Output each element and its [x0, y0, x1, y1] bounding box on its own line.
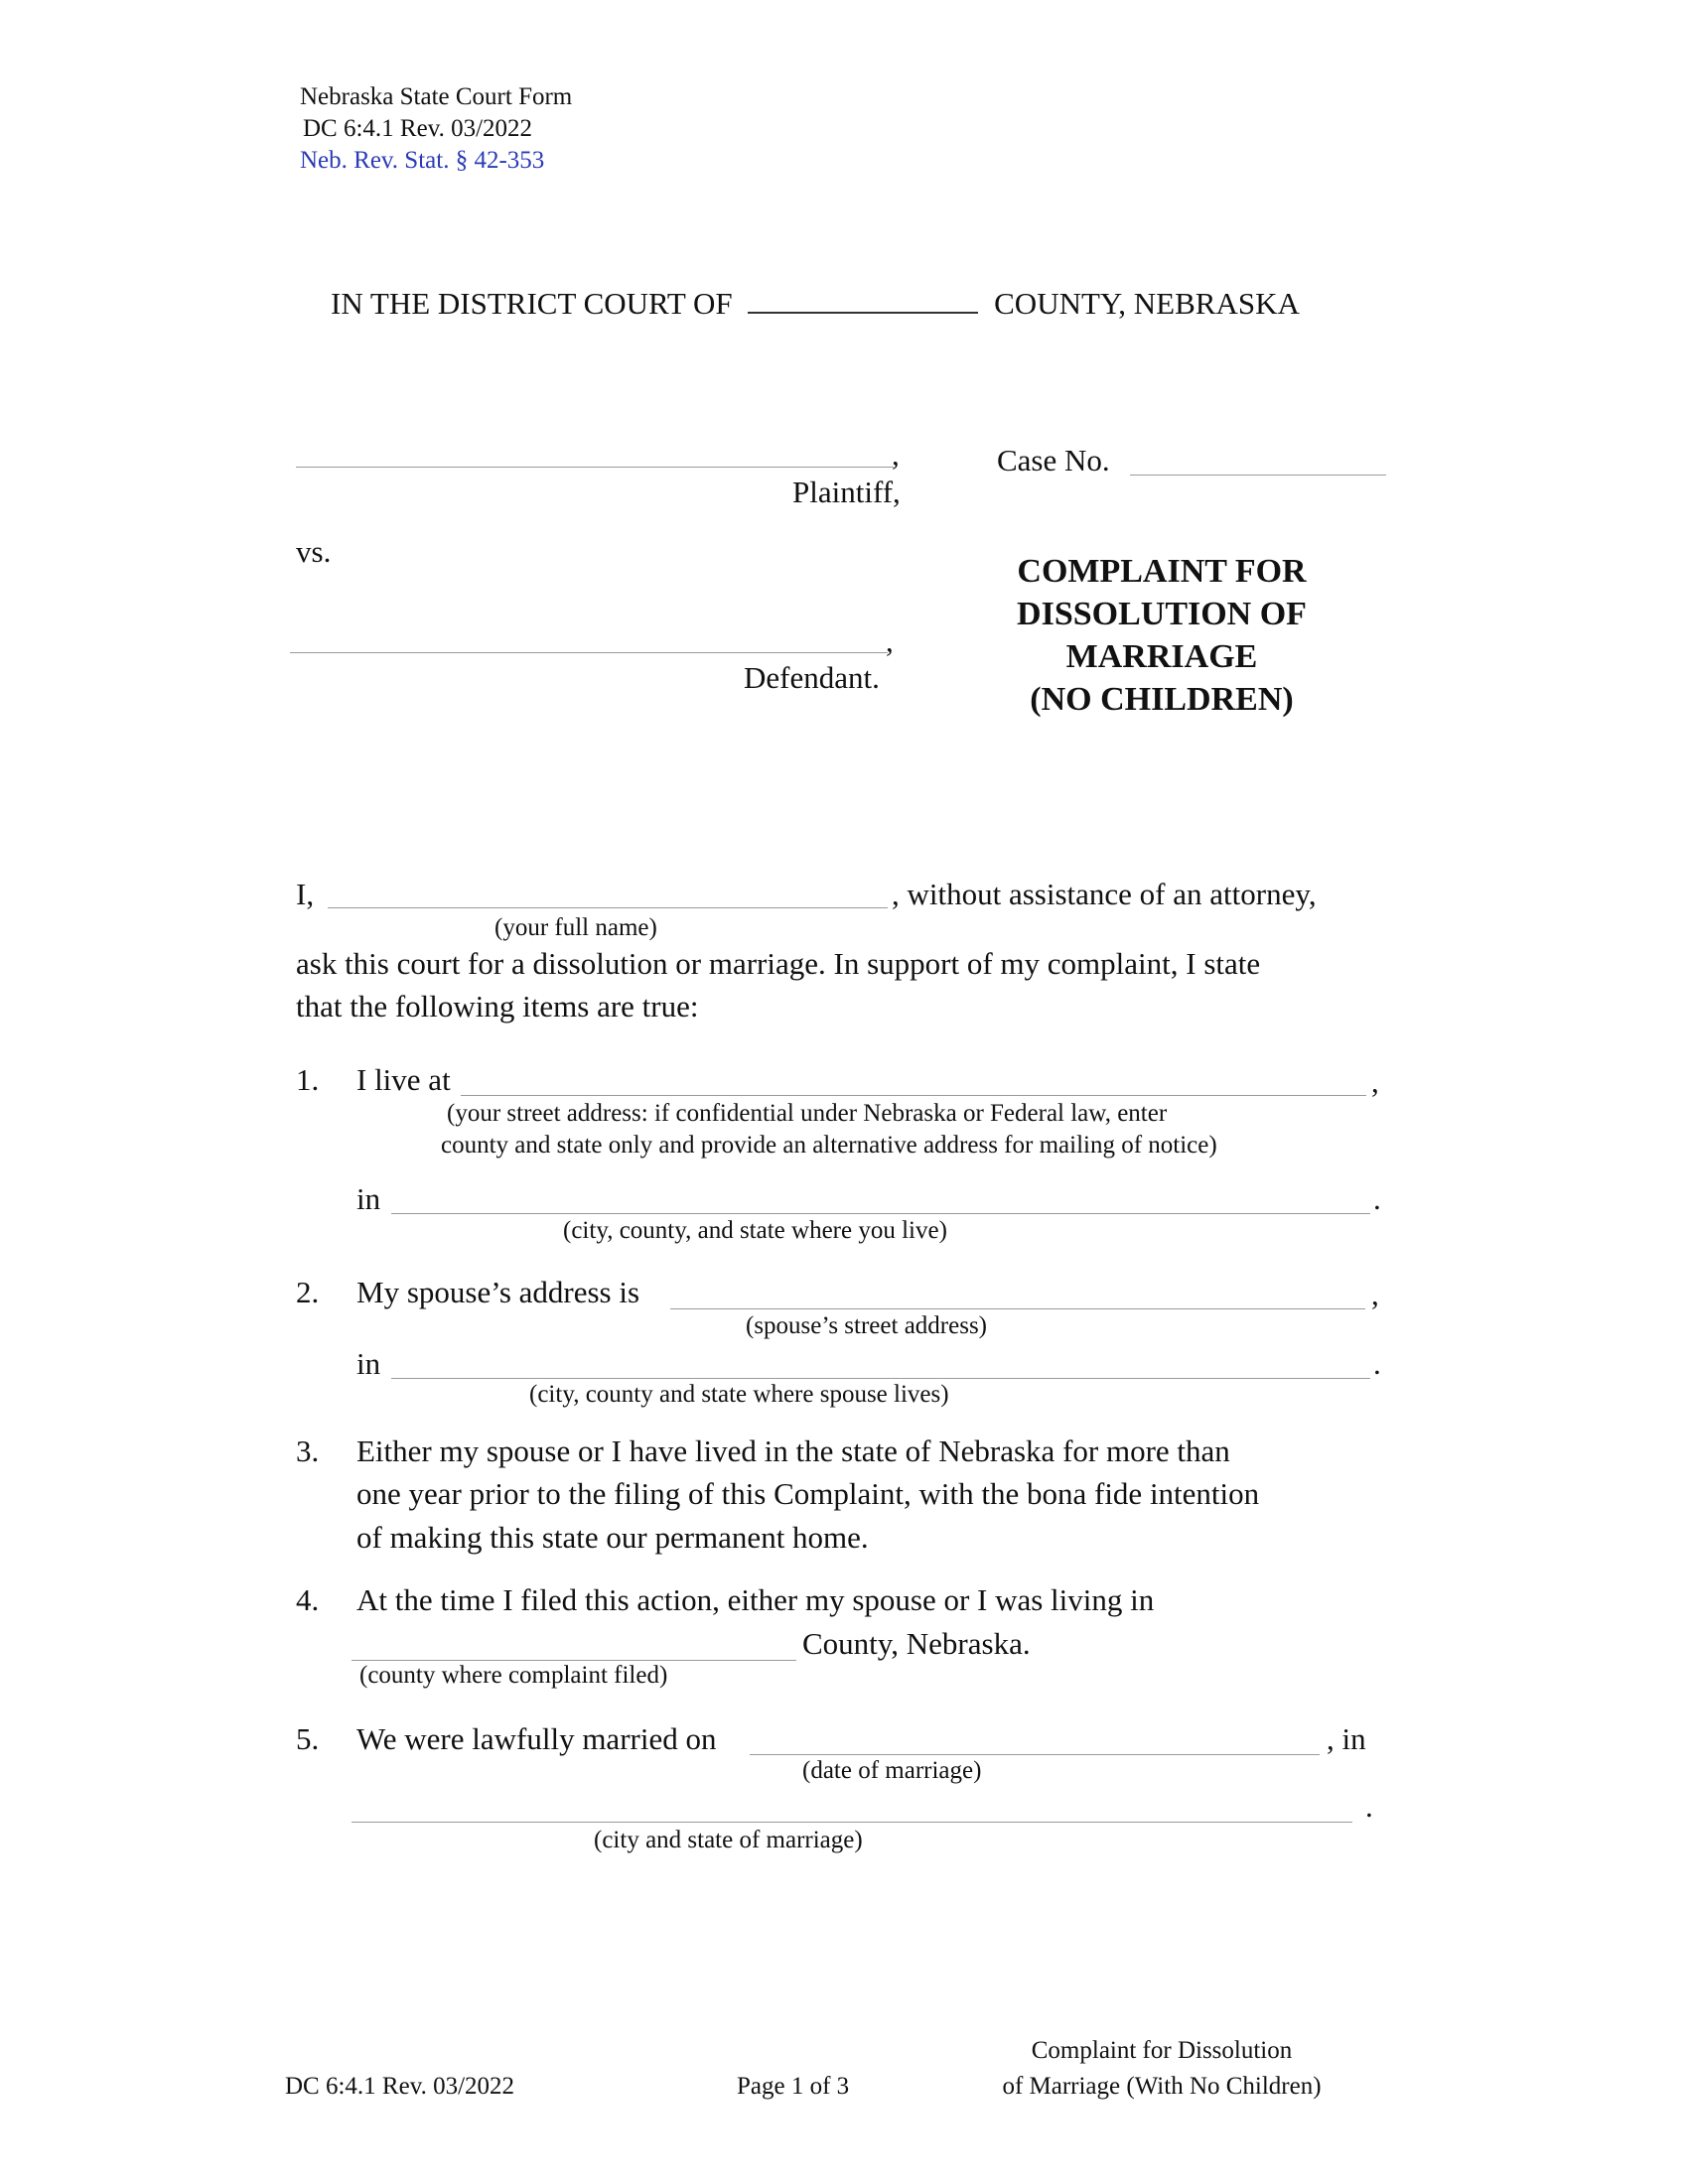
item4-line1: At the time I filed this action, either my spouse or I was living in	[356, 1582, 1155, 1617]
plaintiff-comma: ,	[892, 437, 900, 472]
document-title-line: DISSOLUTION OF	[1017, 596, 1307, 632]
full-name-line[interactable]	[328, 907, 888, 908]
intro-without-attorney: , without assistance of an attorney,	[892, 877, 1317, 911]
defendant-name-line[interactable]	[290, 652, 888, 653]
street-address-line[interactable]	[461, 1095, 1366, 1096]
street-address-hint-a: (your street address: if confidential under Nebraska or Federal law, enter	[447, 1100, 1168, 1127]
item4-county-text: County, Nebraska.	[802, 1626, 1031, 1661]
item1-text: I live at	[356, 1062, 451, 1097]
defendant-comma: ,	[886, 623, 894, 658]
street-address-hint-b: county and state only and provide an alternative address for mailing of notice)	[441, 1132, 1217, 1159]
intro-line2: ask this court for a dissolution or marriage. In support of my complaint, I state	[296, 946, 1261, 981]
item-number: 2.	[296, 1275, 320, 1309]
spouse-city-hint: (city, county and state where spouse lives)	[529, 1381, 949, 1408]
form-header-line2: DC 6:4.1 Rev. 03/2022	[303, 115, 533, 142]
form-header-line1: Nebraska State Court Form	[300, 83, 573, 110]
date-of-marriage-line[interactable]	[750, 1754, 1320, 1755]
intro-line3: that the following items are true:	[296, 989, 699, 1024]
defendant-label: Defendant.	[744, 660, 880, 695]
spouse-street-address-hint: (spouse’s street address)	[746, 1312, 987, 1339]
footer-title-line2: of Marriage (With No Children)	[1002, 2073, 1322, 2100]
spouse-street-address-line[interactable]	[670, 1308, 1365, 1309]
item2-text: My spouse’s address is	[356, 1275, 640, 1309]
item1-comma: ,	[1371, 1064, 1379, 1099]
document-title-line: MARRIAGE	[1065, 638, 1258, 675]
complaint-county-hint: (county where complaint filed)	[359, 1662, 668, 1689]
court-heading-suffix: COUNTY, NEBRASKA	[994, 286, 1300, 321]
plaintiff-name-line[interactable]	[296, 467, 894, 468]
item5-in: , in	[1327, 1721, 1366, 1756]
item5-text: We were lawfully married on	[356, 1721, 717, 1756]
item-number: 4.	[296, 1582, 320, 1617]
county-blank[interactable]	[748, 286, 978, 314]
item1-period: .	[1373, 1181, 1381, 1216]
place-of-marriage-hint: (city and state of marriage)	[594, 1827, 863, 1853]
item2-comma: ,	[1371, 1277, 1379, 1311]
item1-in: in	[356, 1181, 381, 1216]
item3-line3: of making this state our permanent home.	[356, 1520, 869, 1555]
item-number: 5.	[296, 1721, 320, 1756]
place-of-marriage-line[interactable]	[352, 1822, 1352, 1823]
court-heading-prefix: IN THE DISTRICT COURT OF	[331, 286, 733, 321]
full-name-hint: (your full name)	[494, 914, 657, 941]
item2-period: .	[1373, 1346, 1381, 1381]
footer-title-line1: Complaint for Dissolution	[1031, 2037, 1293, 2064]
spouse-city-line[interactable]	[391, 1378, 1370, 1379]
court-heading	[331, 286, 1300, 322]
complaint-county-line[interactable]	[352, 1660, 796, 1661]
item2-in: in	[356, 1346, 381, 1381]
case-no-label: Case No.	[997, 443, 1110, 478]
item5-period: .	[1365, 1789, 1373, 1824]
footer-form-id: DC 6:4.1 Rev. 03/2022	[285, 2073, 515, 2100]
item3-line2: one year prior to the filing of this Complaint, with the bona fide intention	[356, 1476, 1260, 1511]
city-county-state-hint: (city, county, and state where you live)	[563, 1217, 947, 1244]
city-county-state-line[interactable]	[391, 1213, 1370, 1214]
item-number: 3.	[296, 1433, 320, 1468]
statute-link[interactable]: Neb. Rev. Stat. § 42-353	[300, 147, 545, 174]
date-of-marriage-hint: (date of marriage)	[802, 1757, 982, 1784]
intro-i: I,	[296, 877, 315, 911]
versus-label: vs.	[296, 534, 332, 569]
plaintiff-label: Plaintiff,	[792, 475, 901, 509]
item-number: 1.	[296, 1062, 320, 1097]
case-no-line[interactable]	[1130, 475, 1386, 476]
footer-page-number: Page 1 of 3	[737, 2073, 850, 2100]
document-title-line: COMPLAINT FOR	[1017, 553, 1307, 590]
document-title	[978, 550, 1345, 721]
document-title-line: (NO CHILDREN)	[1030, 681, 1294, 718]
item3-line1: Either my spouse or I have lived in the state of Nebraska for more than	[356, 1433, 1230, 1468]
